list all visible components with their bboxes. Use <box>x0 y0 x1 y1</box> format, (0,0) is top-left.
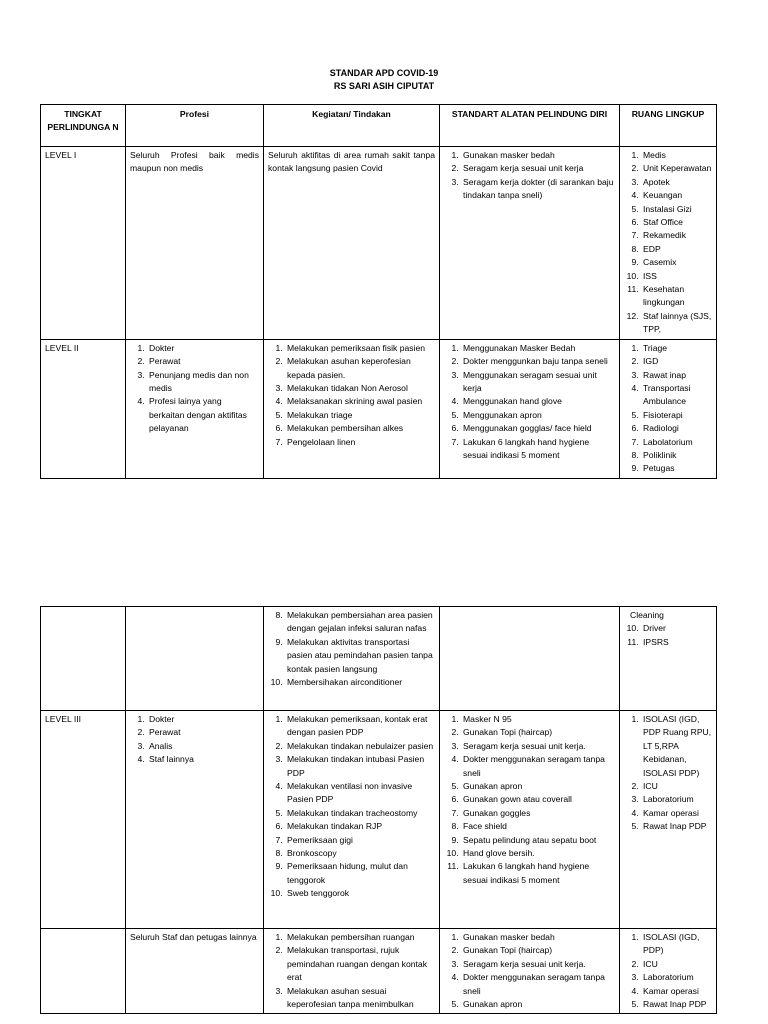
level-label: LEVEL II <box>41 339 126 478</box>
list-item: 3. Seragam kerja dokter (di sarankan baju tindakan tanpa sneli) <box>461 176 615 203</box>
header-standart-apd: STANDART ALATAN PELINDUNG DIRI <box>440 105 620 147</box>
list-item: 1. ISOLASI (IGD, PDP Ruang RPU, LT 5,RPA Kebidanan, ISOLASI PDP) <box>641 713 712 780</box>
row-level-2 <box>41 339 717 478</box>
list-item: 5. Gunakan apron <box>461 998 615 1011</box>
list-item: 2. Gunakan Topi (haircap) <box>461 726 615 739</box>
ruang-list <box>624 931 712 1011</box>
list-item: 3. Laboratorium <box>641 793 712 806</box>
apd-cell <box>440 711 620 929</box>
list-item: 1. Melakukan pemeriksaan, kontak erat dengan pasien PDP <box>285 713 435 740</box>
list-item: 3. Melakukan tindakan intubasi Pasien PDP <box>285 753 435 780</box>
kegiatan-list <box>268 931 435 1011</box>
list-item: 1. Dokter <box>147 342 259 355</box>
apd-list <box>444 149 615 203</box>
list-item: 2. IGD <box>641 355 712 368</box>
list-item: 1. Medis <box>641 149 712 162</box>
list-item: 4. Melakukan ventilasi non invasive Pasien PDP <box>285 780 435 807</box>
list-item: 3. Rawat inap <box>641 369 712 382</box>
list-item: 12. Staf lainnya (SJS, TPP, <box>641 310 712 337</box>
list-item: 1. Gunakan masker bedah <box>461 149 615 162</box>
list-item: 3. Penunjang medis dan non medis <box>147 369 259 396</box>
list-item: 2. ICU <box>641 780 712 793</box>
ruang-cell <box>620 147 717 340</box>
apd-cell <box>440 147 620 340</box>
ruang-list <box>624 149 712 337</box>
kegiatan-cell <box>264 607 440 711</box>
hospital-name: RS SARI ASIH CIPUTAT <box>333 81 435 91</box>
list-item: 5. Melakukan triage <box>285 409 435 422</box>
list-item: 2. ICU <box>641 958 712 971</box>
list-item: 5. Gunakan apron <box>461 780 615 793</box>
list-item: 4. Profesi lainya yang berkaitan dengan aktifitas pelayanan <box>147 395 259 435</box>
ruang-cell <box>620 339 717 478</box>
row-level-3 <box>41 711 717 929</box>
list-item: 4. Dokter menggunakan seragam tanpa sneli <box>461 753 615 780</box>
list-item: 5. Rawat Inap PDP <box>641 820 712 833</box>
ruang-cell <box>620 711 717 929</box>
list-item: 2. Unit Keperawatan <box>641 162 712 175</box>
list-item: 4. Transportasi Ambulance <box>641 382 712 409</box>
list-item: 10. ISS <box>641 270 712 283</box>
ruang-cell <box>620 607 717 711</box>
kegiatan-list <box>268 713 435 901</box>
list-item: 4. Menggunakan hand glove <box>461 395 615 408</box>
list-item: 2. Gunakan Topi (haircap) <box>461 944 615 957</box>
row-level-1 <box>41 147 717 340</box>
list-item: 7. Rekamedik <box>641 229 712 242</box>
list-item: 2. Melakukan transportasi, rujuk pemindahan ruangan dengan kontak erat <box>285 944 435 984</box>
level-label: LEVEL III <box>41 711 126 929</box>
ruang-cell <box>620 929 717 1014</box>
list-item: 2. Seragam kerja sesuai unit kerja <box>461 162 615 175</box>
list-item: 6. Gunakan gown atau coverall <box>461 793 615 806</box>
list-item: 1. Triage <box>641 342 712 355</box>
list-item: 1. Gunakan masker bedah <box>461 931 615 944</box>
list-item: 9. Sepatu pelindung atau sepatu boot <box>461 834 615 847</box>
profesi-list <box>130 713 259 767</box>
list-item: 1. ISOLASI (IGD, PDP) <box>641 931 712 958</box>
list-item: 6. Radiologi <box>641 422 712 435</box>
list-item: 9. Petugas <box>641 462 712 475</box>
apd-cell <box>440 929 620 1014</box>
list-item: 3. Melakukan tidakan Non Aerosol <box>285 382 435 395</box>
apd-cell <box>440 607 620 711</box>
list-item: 3. Seragam kerja sesuai unit kerja. <box>461 958 615 971</box>
profesi-cell: Seluruh Staf dan petugas lainnya <box>126 929 264 1014</box>
list-item: 4. Staf lainnya <box>147 753 259 766</box>
list-item: 7. Labolatorium <box>641 436 712 449</box>
list-item: 10. Sweb tenggorok <box>285 887 435 900</box>
list-item: 11. IPSRS <box>641 636 712 649</box>
kegiatan-cell <box>264 711 440 929</box>
row-level-2-continued <box>41 607 717 711</box>
list-item: 4. Keuangan <box>641 189 712 202</box>
apd-list <box>444 342 615 463</box>
list-item: 9. Melakukan aktivitas transportasi pasien atau pemindahan pasien tanpa kontak pasien langsung <box>285 636 435 676</box>
header-kegiatan: Kegiatan/ Tindakan <box>264 105 440 147</box>
list-item: 6. Menggunakan gogglas/ face hield <box>461 422 615 435</box>
ruang-list <box>624 342 712 476</box>
profesi-list <box>130 342 259 436</box>
list-item: 3. Laboratorium <box>641 971 712 984</box>
kegiatan-cell <box>264 339 440 478</box>
profesi-cell <box>126 711 264 929</box>
list-item: 10. Hand glove bersih. <box>461 847 615 860</box>
list-item: 1. Menggunakan Masker Bedah <box>461 342 615 355</box>
list-item: 9. Pemeriksaan hidung, mulut dan tenggorok <box>285 860 435 887</box>
document-title: STANDAR APD COVID-19 <box>329 68 439 78</box>
apd-table-part-1 <box>40 104 717 479</box>
list-item: 5. Rawat Inap PDP <box>641 998 712 1011</box>
list-item: 3. Melakukan asuhan sesuai keperofesian tanpa menimbulkan <box>285 985 435 1012</box>
list-item: 11. Kesehatan lingkungan <box>641 283 712 310</box>
list-item: 6. Staf Office <box>641 216 712 229</box>
list-item: 1. Melakukan pembersihan ruangan <box>285 931 435 944</box>
kegiatan-list <box>268 342 435 449</box>
list-item: 11. Lakukan 6 langkah hand hygiene sesuai indikasi 5 moment <box>461 860 615 887</box>
list-item: 4. Dokter menggunakan seragam tanpa sneli <box>461 971 615 998</box>
list-item: 7. Gunakan goggles <box>461 807 615 820</box>
list-item: 5. Fisioterapi <box>641 409 712 422</box>
list-item: 4. Kamar operasi <box>641 807 712 820</box>
list-item: 7. Pengelolaan linen <box>285 436 435 449</box>
list-item: 3. Seragam kerja sesuai unit kerja. <box>461 740 615 753</box>
ruang-item: Cleaning <box>630 610 664 620</box>
ruang-list <box>624 622 712 649</box>
list-item: 3. Apotek <box>641 176 712 189</box>
list-item: 3. Menggunakan seragam sesuai unit kerja <box>461 369 615 396</box>
apd-list <box>444 931 615 1011</box>
list-item: 2. Melakukan tindakan nebulaizer pasien <box>285 740 435 753</box>
level-label: LEVEL I <box>41 147 126 340</box>
list-item: 5. Instalasi Gizi <box>641 203 712 216</box>
kegiatan-cell: Seluruh aktifitas di area rumah sakit tanpa kontak langsung pasien Covid <box>264 147 440 340</box>
ruang-list <box>624 713 712 834</box>
row-level-3-staff <box>41 929 717 1014</box>
list-item: 4. Kamar operasi <box>641 985 712 998</box>
profesi-cell <box>126 339 264 478</box>
list-item: 4. Melaksanakan skrining awal pasien <box>285 395 435 408</box>
header-row <box>41 105 717 147</box>
list-item: 10. Driver <box>641 622 712 635</box>
list-item: 9. Casemix <box>641 256 712 269</box>
list-item: 1. Dokter <box>147 713 259 726</box>
list-item: 7. Lakukan 6 langkah hand hygiene sesuai indikasi 5 moment <box>461 436 615 463</box>
profesi-cell: Seluruh Profesi baik medis maupun non medis <box>126 147 264 340</box>
header-tingkat: TINGKAT PERLINDUNGA N <box>41 105 126 147</box>
apd-list <box>444 713 615 887</box>
list-item: 1. Melakukan pemeriksaan fisik pasien <box>285 342 435 355</box>
header-ruang-lingkup: RUANG LINGKUP <box>620 105 717 147</box>
list-item: 8. Poliklinik <box>641 449 712 462</box>
apd-table-part-2 <box>40 606 717 1014</box>
list-item: 8. Bronkoscopy <box>285 847 435 860</box>
header-profesi: Profesi <box>126 105 264 147</box>
level-label <box>41 607 126 711</box>
list-item: 2. Dokter menggunkan baju tanpa seneli <box>461 355 615 368</box>
list-item: 8. EDP <box>641 243 712 256</box>
list-item: 6. Melakukan pembersihan alkes <box>285 422 435 435</box>
list-item: 2. Melakukan asuhan keperofesian kepada pasien. <box>285 355 435 382</box>
apd-cell <box>440 339 620 478</box>
list-item: 6. Melakukan tindakan RJP <box>285 820 435 833</box>
list-item: 2. Perawat <box>147 355 259 368</box>
level-label <box>41 929 126 1014</box>
list-item: 8. Melakukan pembersiahan area pasien dengan gejalan infeksi saluran nafas <box>285 609 435 636</box>
list-item: 1. Masker N 95 <box>461 713 615 726</box>
list-item: 5. Melakukan tindakan tracheostomy <box>285 807 435 820</box>
profesi-cell <box>126 607 264 711</box>
list-item: 7. Pemeriksaan gigi <box>285 834 435 847</box>
kegiatan-cell <box>264 929 440 1014</box>
list-item: 5. Menggunakan apron <box>461 409 615 422</box>
list-item: 3. Analis <box>147 740 259 753</box>
list-item: 10. Membersihakan airconditioner <box>285 676 435 689</box>
list-item: 8. Face shield <box>461 820 615 833</box>
list-item: 2. Perawat <box>147 726 259 739</box>
kegiatan-list <box>268 609 435 689</box>
